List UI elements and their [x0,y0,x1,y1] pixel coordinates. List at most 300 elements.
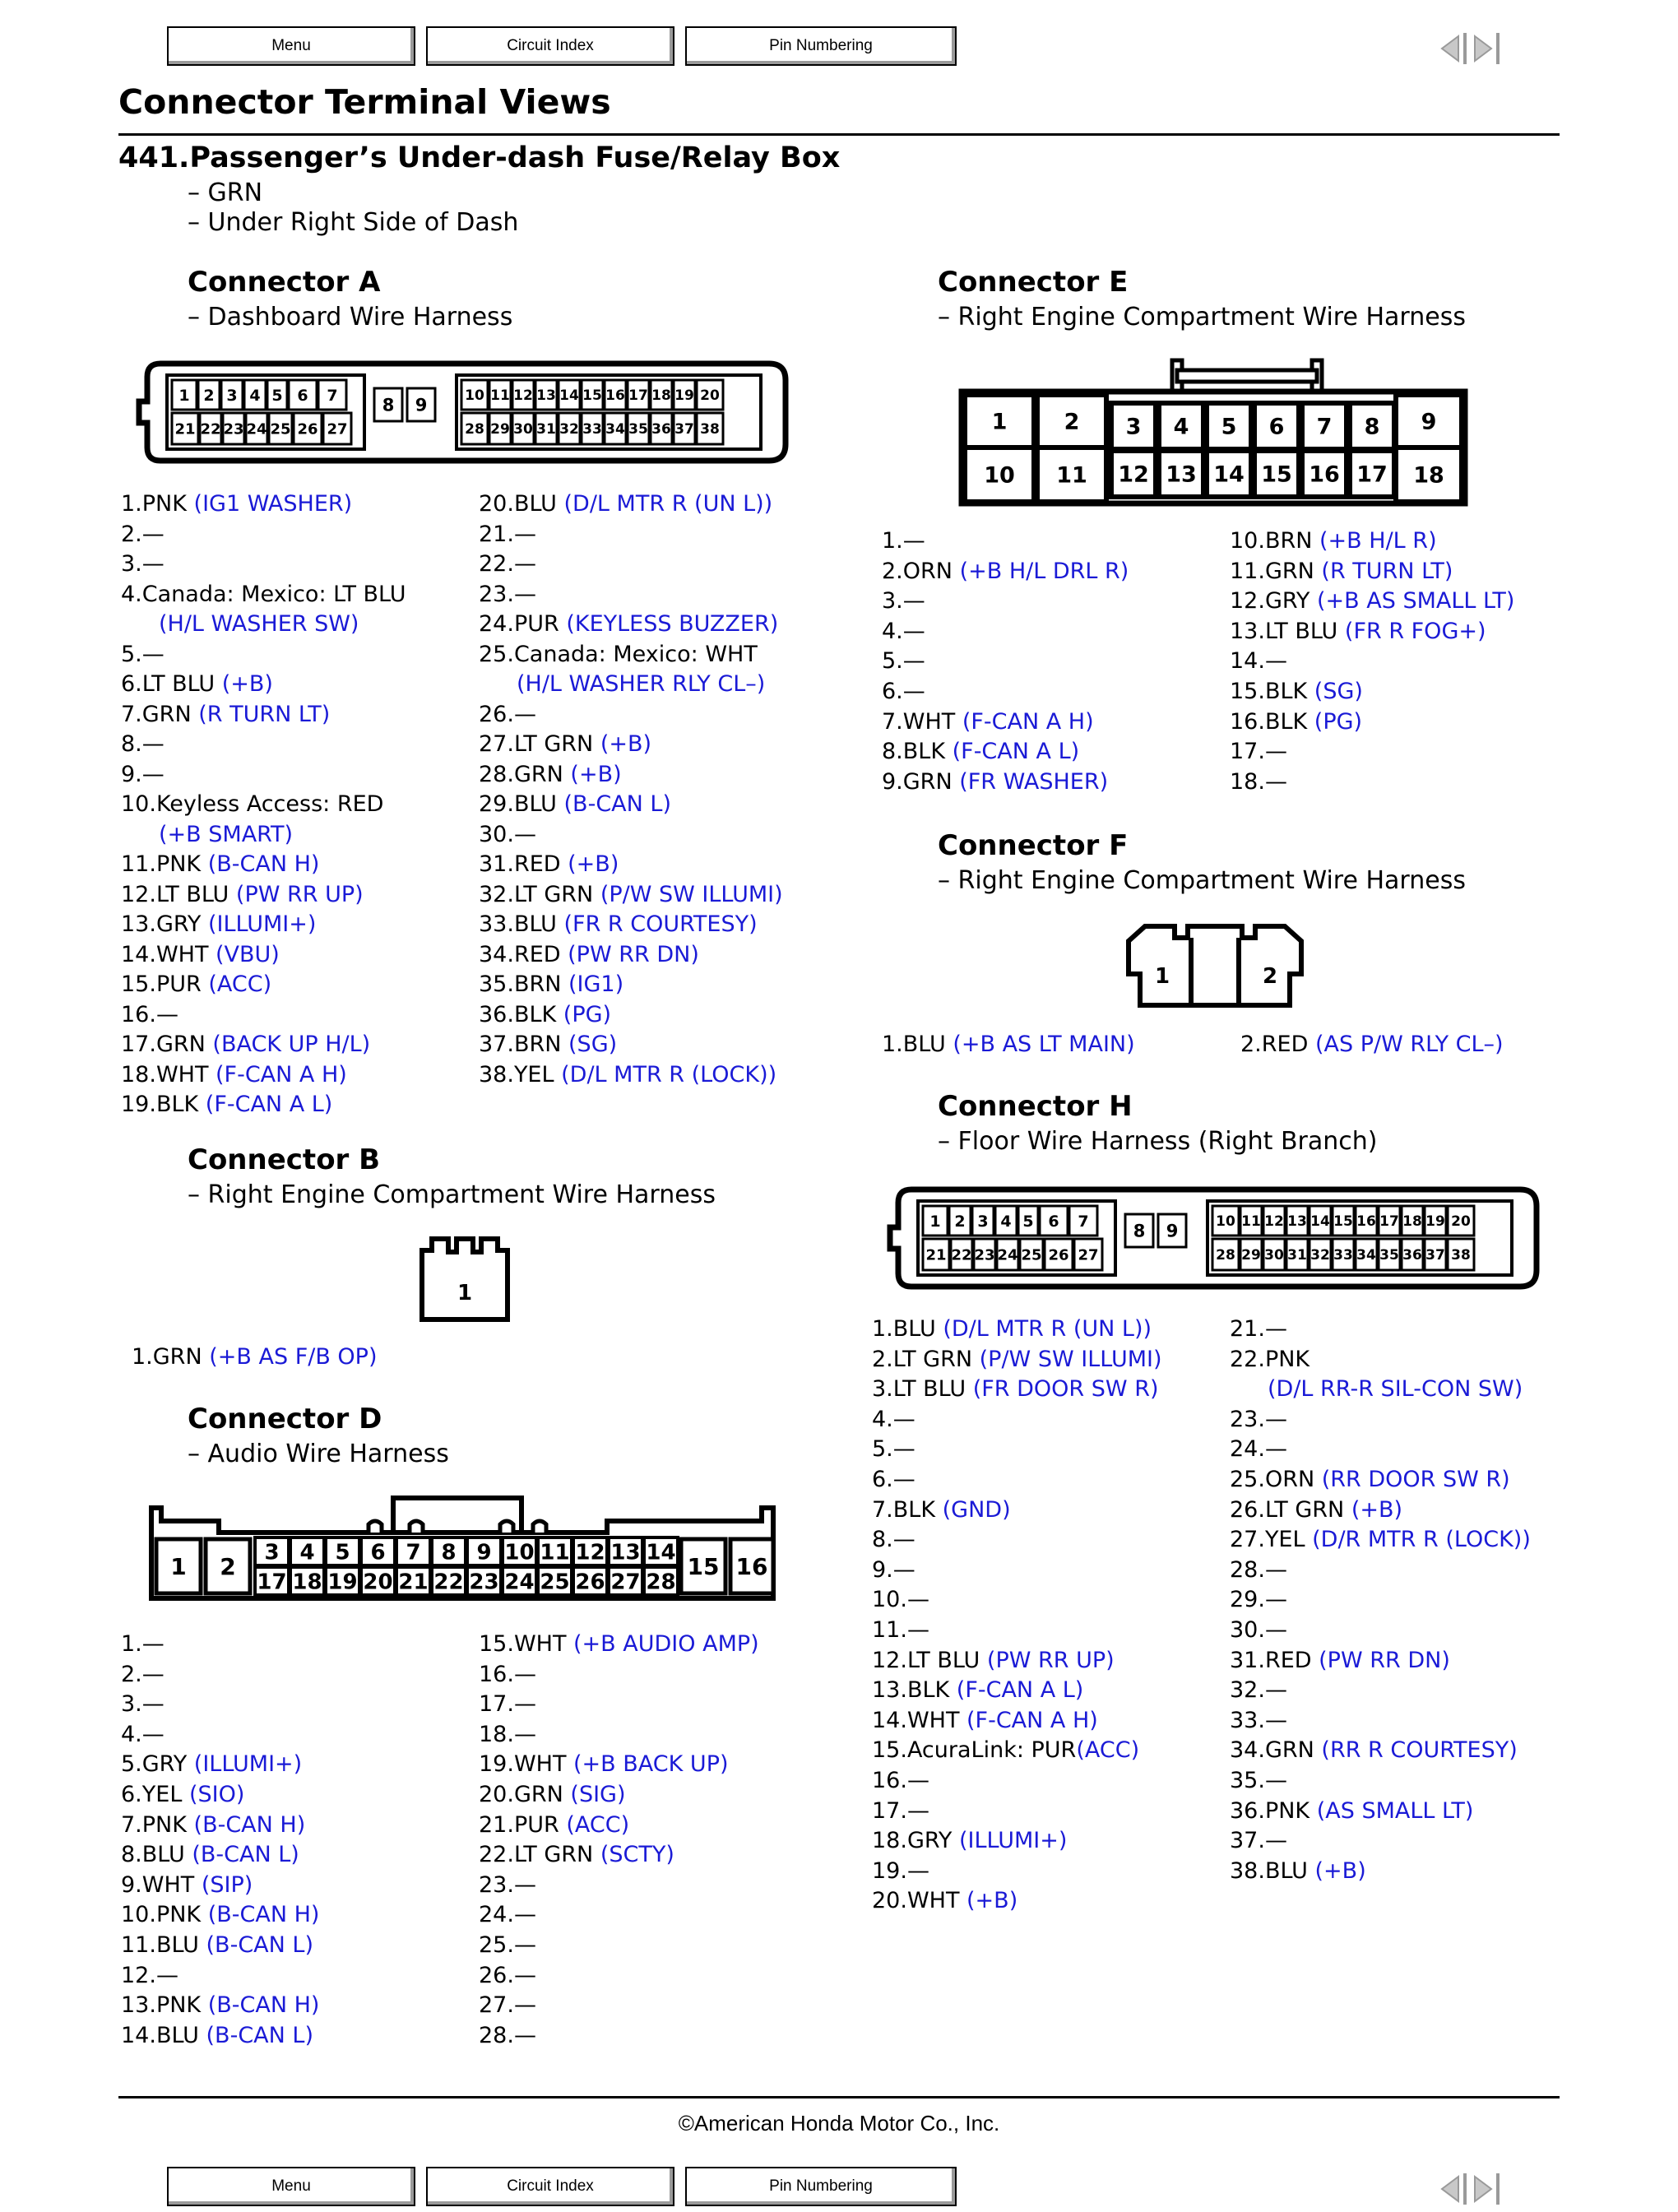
pin-wire-label: 23.— [479,581,536,607]
pin-function: (FR DOOR SW R) [972,1376,1159,1403]
terminal-number: 36 [651,421,671,438]
terminal-number: 22 [433,1570,464,1595]
pin-wire-label: 7.BLK [872,1496,943,1523]
pin-function: (B-CAN H) [207,1902,320,1928]
connector-b-diagram [415,1234,514,1324]
pin-function: (+B H/L DRL R) [959,558,1129,584]
pin-wire-label: 12.GRY [1230,588,1317,614]
pin-entry [1230,1616,1287,1645]
pin-function: (+B AS F/B OP) [209,1344,378,1370]
pin-wire-label: 8.BLK [882,739,953,765]
pin-entry [872,1315,1152,1344]
latch [369,1521,382,1533]
pin-function: (D/L MTR R (UN L)) [943,1316,1152,1342]
connector-f-pin-2-label: 2 [1262,964,1278,989]
pin-entry [1230,707,1362,737]
pin-function: (RR DOOR SW R) [1321,1467,1510,1492]
pin-function: (AS SMALL LT) [1316,1797,1474,1824]
pin-wire-label: 1.BLU [872,1316,943,1342]
pin-entry [121,2021,313,2051]
pin-function: (B-CAN H) [207,1992,320,2019]
pin-function: (B-CAN L) [192,1842,299,1868]
terminal-number: 24 [504,1570,535,1595]
pin-entry [1230,1556,1287,1585]
pin-entry [479,640,758,670]
pin-function: (SG) [568,1032,618,1057]
connector-e-harness: – Right Engine Compartment Wire Harness [938,303,1466,332]
terminal-number: 12 [513,387,533,405]
pin-entry [121,790,383,819]
pin-function: (ILLUMI+) [193,1751,303,1778]
connector-h-title: Connector H [938,1090,1133,1123]
pin-wire-label: 5.GRY [121,1751,194,1778]
pin-entry [1230,1646,1450,1676]
pin-entry [1230,1405,1287,1435]
section-note-color: – GRN [188,179,263,207]
pin-function: (B-CAN L) [206,1932,313,1958]
pin-entry [882,526,925,556]
pin-function: (+B) [568,851,619,877]
pin-numbering-button[interactable]: Pin Numbering [685,26,957,66]
terminal-number: 30 [513,421,533,438]
pin-function: (SIO) [188,1782,245,1807]
terminal-number: 1 [991,409,1008,435]
terminal-number: 6 [1048,1212,1059,1231]
pin-wire-label: 35.— [1230,1768,1287,1793]
pin-wire-label: 36.BLK [479,1001,563,1027]
terminal-number: 25 [540,1570,570,1595]
pin-entry [121,850,319,879]
terminal-number: 3 [226,386,238,405]
terminal-number: 3 [264,1540,280,1565]
terminal-number: 13 [610,1540,641,1565]
terminal-number: 38 [1451,1247,1471,1264]
pin-wire-label: 29.BLU [479,791,564,817]
terminal-number: 3 [977,1212,989,1231]
pin-wire-label: 6.YEL [121,1782,189,1807]
terminal-number: 15 [1261,461,1292,488]
pin-entry [159,610,359,639]
pin-entry [121,580,406,610]
pin-wire-label: 2.— [121,1661,165,1687]
pin-wire-label: 7.WHT [882,708,962,735]
pin-function: (B-CAN L) [563,791,671,817]
terminal-number: 2 [1064,409,1080,435]
pin-wire-label: 13.BLK [872,1677,957,1704]
section-title: 441.Passenger’s Under-dash Fuse/Relay Box [118,141,841,174]
pin-wire-label: 23.— [1230,1406,1287,1432]
pin-entry [121,1720,165,1750]
connector-f-pin-1-label: 1 [1154,964,1170,989]
terminal-number: 16 [735,1553,768,1581]
latch [533,1521,546,1533]
pin-entry [479,910,758,939]
pin-wire-label: 3.— [121,551,165,577]
pin-entry [479,880,783,910]
connector-a-harness: – Dashboard Wire Harness [188,303,513,332]
pin-wire-label: 38.BLU [1230,1857,1315,1884]
pin-entry [121,970,271,999]
pin-entry [479,2021,536,2051]
pin-wire-label: 28.— [1230,1556,1287,1583]
terminal-number: 16 [1309,461,1340,488]
circuit-index-button[interactable]: Circuit Index [426,26,674,66]
pin-entry [1230,1525,1531,1555]
terminal-number: 7 [327,386,338,405]
terminal-number: 4 [1173,414,1189,440]
menu-button-bottom[interactable]: Menu [167,2167,415,2206]
pin-function: (FR WASHER) [959,768,1109,795]
terminal-number: 30 [1264,1247,1284,1264]
connector-a-title: Connector A [188,266,381,299]
pin-wire-label: 10.Keyless Access: RED [121,791,384,817]
page-title: Connector Terminal Views [118,82,611,122]
pin-function: (B-CAN H) [193,1811,306,1838]
footer-divider [118,2096,1560,2098]
pin-function: (H/L WASHER SW) [159,611,359,637]
pin-entry [1230,1465,1510,1495]
pin-wire-label: 25.Canada: Mexico: WHT [479,641,758,667]
terminal-number: 17 [628,387,648,405]
pin-function: (P/W SW ILLUMI) [979,1346,1162,1372]
pin-entry [479,1961,536,1991]
terminal-number: 5 [1221,414,1237,440]
pin-entry [872,1405,915,1435]
terminal-number: 28 [1216,1247,1235,1264]
terminal-number: 7 [1078,1212,1089,1231]
pin-function: (B-CAN H) [207,851,320,877]
terminal-number: 25 [1021,1246,1042,1264]
pin-wire-label: 26.LT GRN [1230,1496,1351,1523]
pin-entry [121,1750,302,1779]
pin-wire-label: 8.— [872,1527,915,1553]
pin-wire-label: 14.— [1230,648,1287,675]
pin-entry [882,677,925,707]
pin-wire-label: 26.— [479,701,536,727]
circuit-index-button-bottom[interactable]: Circuit Index [426,2167,674,2206]
pin-wire-label: 14.WHT [121,941,216,967]
pin-entry [121,640,165,670]
latch [410,1521,423,1533]
pin-entry [159,820,293,850]
pin-entry [121,489,352,519]
pin-entry [121,520,165,550]
pin-function: (ILLUMI+) [207,911,317,937]
pin-entry [132,1343,378,1372]
pin-wire-label: 14.BLU [121,2022,206,2048]
connector-d-diagram [146,1493,784,1604]
pin-wire-label: 15.AcuraLink: PUR [872,1737,1077,1764]
pin-wire-label: 19.— [872,1857,929,1884]
pin-function: (RR R COURTESY) [1321,1737,1518,1764]
pin-wire-label: 12.LT BLU [872,1647,987,1673]
pin-wire-label: 17.— [1230,739,1287,765]
terminal-number: 17 [1356,461,1388,488]
pin-entry [121,730,165,759]
pin-function: (KEYLESS BUZZER) [566,611,779,637]
pin-entry [121,1000,178,1030]
terminal-number: 15 [1333,1213,1353,1231]
connector-a-diagram [136,359,790,466]
terminal-number: 14 [646,1540,676,1565]
pin-function: (F-CAN A H) [216,1061,347,1087]
pin-wire-label: 38.YEL [479,1061,562,1087]
terminal-number: 36 [1402,1247,1422,1264]
terminal-number: 9 [476,1540,492,1565]
pin-function: (B-CAN L) [206,2022,313,2048]
pin-wire-label: 21.— [479,521,536,547]
pin-entry [1230,587,1514,616]
pin-function: (BACK UP H/L) [212,1032,371,1057]
menu-button[interactable]: Menu [167,26,415,66]
pin-entry [121,940,280,970]
pin-entry [479,1060,776,1090]
pin-wire-label: 5.— [882,648,925,675]
pin-wire-label: 3.— [121,1691,165,1718]
terminal-number: 1 [929,1212,941,1231]
pin-function: (H/L WASHER RLY CL–) [517,671,766,697]
pin-entry [1230,1797,1473,1826]
pin-wire-label: 6.— [872,1467,915,1492]
pin-entry [882,767,1108,797]
pin-entry [872,1375,1159,1404]
pin-entry [121,1630,165,1659]
terminal-number: 10 [1216,1213,1235,1231]
pin-entry [121,1690,165,1719]
pin-entry [872,1736,1139,1765]
pin-function: (+B BACK UP) [573,1751,729,1778]
terminal-number: 7 [1316,414,1333,440]
pin-wire-label: 9.GRN [882,768,960,795]
pin-entry [121,670,273,699]
pin-wire-label: 10.BRN [1230,528,1320,554]
terminal-number: 6 [1268,414,1285,440]
terminal-number: 3 [1125,414,1142,440]
pin-entry [121,1811,305,1840]
terminal-number: 21 [925,1246,947,1264]
terminal-number: 27 [327,420,348,438]
pin-wire-label: 11.GRN [1230,558,1322,584]
pin-wire-label: 32.— [1230,1677,1287,1704]
terminal-number: 7 [406,1540,421,1565]
pin-entry [872,1826,1067,1856]
pin-entry [872,1886,1017,1916]
terminal-number: 32 [1310,1247,1330,1264]
pin-entry [479,940,699,970]
pin-function: (F-CAN A H) [966,1707,1098,1733]
pin-wire-label: 27.YEL [1230,1527,1313,1553]
terminal-number: 5 [335,1540,350,1565]
page-nav-arrows-bottom-icon[interactable] [1435,2170,1504,2208]
pin-entry [479,610,778,639]
pin-wire-label: 4.— [872,1406,915,1432]
pin-entry [121,1780,244,1810]
pin-wire-label: 3.— [882,588,925,614]
pin-wire-label: 4.— [121,1721,165,1747]
pin-entry [882,617,925,647]
terminal-number: 29 [1241,1247,1261,1264]
pin-function: (+B H/L R) [1319,528,1437,554]
pin-function: (PG) [1314,708,1363,735]
terminal-number: 2 [203,386,215,405]
pin-wire-label: 11.PNK [121,851,208,877]
pin-entry [479,1750,729,1779]
terminal-number: 20 [700,387,720,405]
pin-entry [121,700,330,730]
pin-entry [1230,1585,1287,1615]
terminal-number: 26 [1048,1246,1069,1264]
terminal-number: 26 [575,1570,605,1595]
pin-wire-label: 13.GRY [121,911,208,937]
pin-wire-label: 5.— [121,641,165,667]
pin-function: (P/W SW ILLUMI) [600,881,783,907]
pin-entry [1240,1030,1504,1060]
pin-wire-label: 17.— [479,1691,536,1718]
terminal-number: 9 [1166,1221,1179,1241]
terminal-number: 4 [299,1540,315,1565]
terminal-number: 19 [327,1570,358,1595]
pin-entry [121,1900,319,1930]
terminal-number: 18 [292,1570,322,1595]
pin-entry [479,1931,536,1960]
pin-wire-label: 18.— [479,1721,536,1747]
pin-wire-label: 10.PNK [121,1902,208,1928]
pin-entry [872,1525,915,1555]
pin-entry [1230,617,1486,647]
terminal-number: 14 [559,387,579,405]
terminal-number: 29 [490,421,510,438]
pin-wire-label: 37.BRN [479,1032,569,1057]
pin-entry [121,1991,319,2020]
terminal-number: 24 [997,1246,1018,1264]
terminal-number: 33 [1333,1247,1353,1264]
pin-function: (ACC) [1076,1737,1140,1764]
terminal-number: 26 [297,420,318,438]
pin-entry [517,670,765,699]
pin-entry [872,1706,1098,1736]
pin-wire-label: 2.— [121,521,165,547]
pin-wire-label: 13.PNK [121,1992,208,2019]
pin-wire-label: 2.ORN [882,558,960,584]
terminal-number: 4 [1000,1212,1012,1231]
connector-b-harness: – Right Engine Compartment Wire Harness [188,1180,716,1209]
pin-wire-label: 21.— [1230,1316,1287,1342]
section-note-location: – Under Right Side of Dash [188,208,519,237]
pin-entry [479,970,623,999]
pin-entry [1230,557,1453,587]
pin-function: (PW RR DN) [568,941,699,967]
terminal-number: 15 [687,1553,720,1581]
pin-entry [882,587,925,616]
pin-entry [1230,1736,1518,1765]
pin-entry [1230,1706,1287,1736]
pin-entry [121,1931,313,1960]
pin-function: (PW RR DN) [1319,1647,1450,1673]
pin-wire-label: 4.— [882,618,925,644]
terminal-number: 13 [1166,461,1197,488]
pin-numbering-button-bottom[interactable]: Pin Numbering [685,2167,957,2206]
pin-wire-label: 21.PUR [479,1811,567,1838]
pin-function: (IG1 WASHER) [193,491,353,517]
pin-function: (D/R MTR R (LOCK)) [1312,1527,1531,1553]
pin-entry [121,760,165,790]
pin-entry [479,1991,536,2020]
pin-function: (D/L MTR R (UN L)) [563,491,773,517]
pin-wire-label: 3.LT BLU [872,1376,973,1403]
pin-entry [872,1435,915,1464]
pin-function: (+B) [221,671,273,697]
pin-entry [479,1630,759,1659]
pin-entry [479,489,772,519]
pin-wire-label: 6.— [882,679,925,704]
pin-wire-label: 18.— [1230,768,1287,795]
pin-function: (SCTY) [600,1842,674,1868]
pin-function: (D/L MTR R (LOCK)) [561,1061,777,1087]
latch [500,1521,513,1533]
pin-entry [479,1840,674,1870]
pin-entry [872,1556,915,1585]
terminal-number: 9 [1421,409,1437,435]
terminal-number: 12 [1118,461,1149,488]
terminal-number: 21 [174,420,196,438]
pin-wire-label: 2.RED [1240,1032,1315,1057]
terminal-number: 31 [536,421,556,438]
pin-wire-label: 25.— [479,1932,536,1958]
terminal-number: 23 [223,420,244,438]
terminal-number: 9 [415,395,428,415]
pin-entry [479,1720,536,1750]
terminal-number: 35 [1379,1247,1399,1264]
pin-function: (F-CAN A L) [956,1677,1084,1704]
pin-wire-label: 1.— [882,528,925,554]
terminal-number: 1 [170,1553,187,1581]
pin-wire-label: 1.GRN [132,1344,210,1370]
pin-entry [479,1780,626,1810]
pin-wire-label: 19.WHT [479,1751,574,1778]
pin-wire-label: 12.— [121,1962,178,1988]
pin-function: (ILLUMI+) [958,1828,1068,1854]
pin-function: (+B) [1351,1496,1403,1523]
pin-wire-label: 28.GRN [479,761,571,787]
pin-entry [121,1060,347,1090]
pin-wire-label: 1.BLU [882,1032,953,1057]
pin-wire-label: 24.PUR [479,611,567,637]
pin-wire-label: 26.— [479,1962,536,1988]
pin-entry [1230,1345,1309,1375]
pin-entry [1230,1766,1287,1796]
terminal-number: 13 [536,387,556,405]
pin-entry [121,1030,370,1060]
pin-function: (F-CAN A L) [205,1092,333,1117]
terminal-number: 34 [605,421,625,438]
pin-wire-label: 7.GRN [121,701,199,727]
terminal-number: 37 [1425,1247,1445,1264]
page-nav-arrows-icon[interactable] [1435,30,1504,67]
pin-wire-label: 14.WHT [872,1707,967,1733]
pin-function: (D/L RR-R SIL-CON SW) [1268,1376,1523,1403]
pin-wire-label: 20.WHT [872,1888,967,1914]
pin-entry [479,520,536,550]
pin-entry [872,1797,929,1826]
pin-wire-label: 17.GRN [121,1032,213,1057]
terminal-number: 16 [605,387,625,405]
pin-wire-label: 30.— [479,821,536,847]
pin-entry [121,910,316,939]
pin-wire-label: 18.WHT [121,1061,216,1087]
terminal-number: 35 [628,421,648,438]
pin-wire-label: 29.— [1230,1587,1287,1613]
pin-wire-label: 17.— [872,1797,929,1824]
